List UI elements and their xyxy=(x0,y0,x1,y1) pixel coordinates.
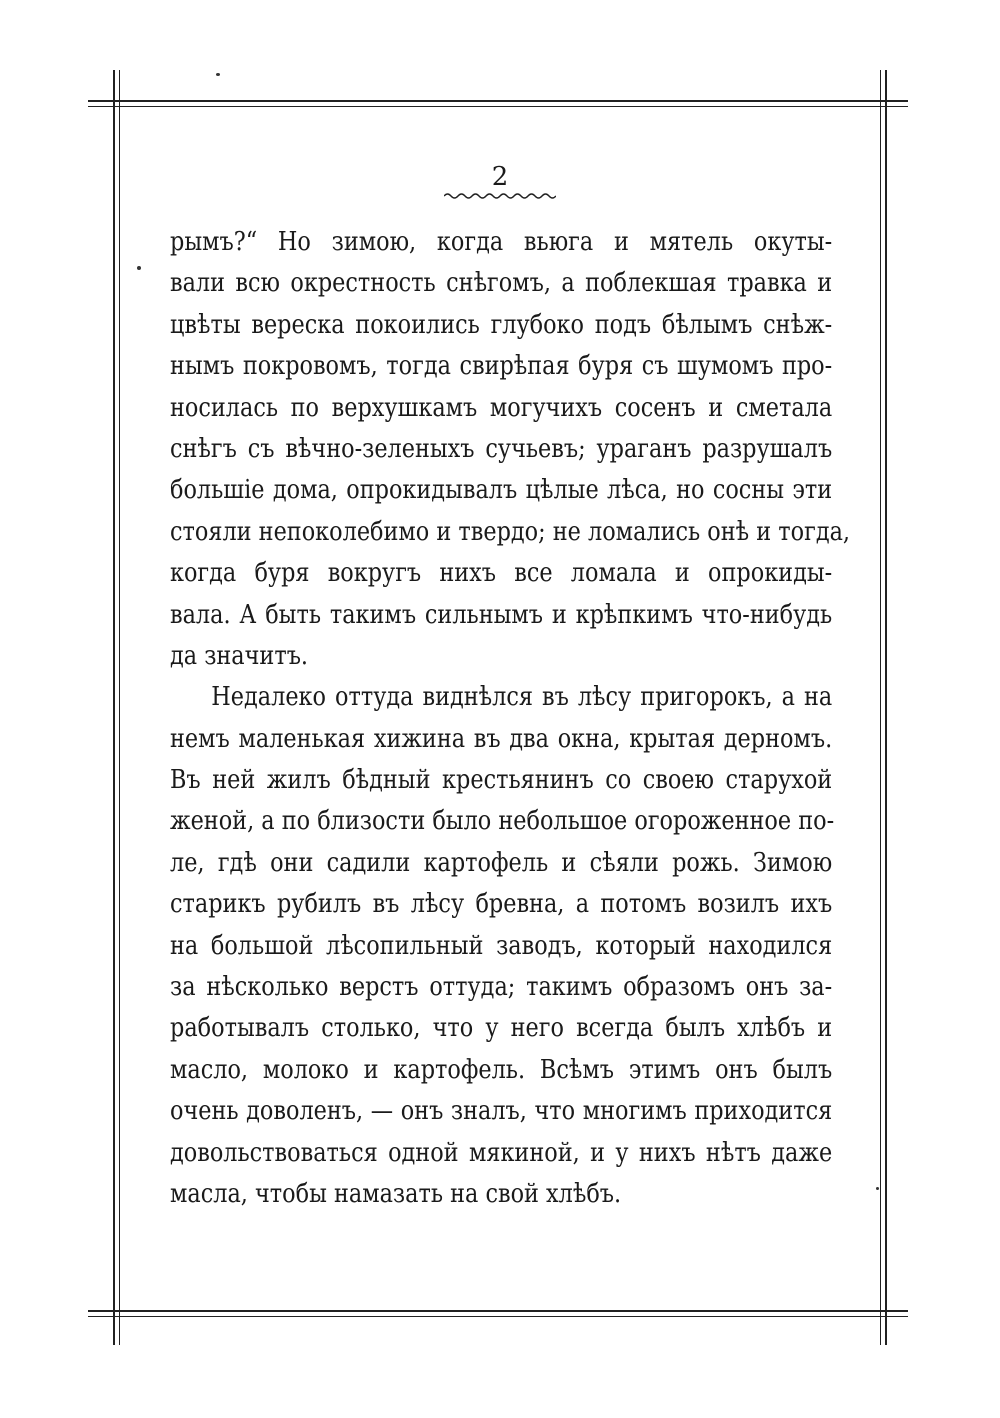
top-rule-thin xyxy=(88,106,908,107)
right-border xyxy=(885,70,887,1345)
page-number-ornament xyxy=(444,192,556,200)
text-line: старикъ рубилъ въ лѣсу бревна, а потомъ возилъ ихъ xyxy=(170,889,833,920)
text-line: женой, а по близости было небольшое огороженное по- xyxy=(170,806,835,837)
text-line: вала. А быть такимъ сильнымъ и крѣпкимъ что-нибудь xyxy=(170,599,833,630)
bottom-rule xyxy=(88,1310,908,1312)
text-line: вали всю окрестность снѣгомъ, а поблекшая травка и xyxy=(170,268,833,299)
left-border-thin xyxy=(119,70,120,1345)
text-line: рымъ?“ Но зимою, когда вьюга и мятель окуты- xyxy=(170,227,833,257)
text-line: да значитъ. xyxy=(170,640,309,671)
text-line: Въ ней жилъ бѣдный крестьянинъ со своею старухой xyxy=(170,765,833,796)
text-line: когда буря вокругъ нихъ все ломала и опрокиды- xyxy=(170,558,833,589)
text-line: на большой лѣсопильный заводъ, который находился xyxy=(170,930,833,961)
text-line: работывалъ столько, что у него всегда былъ хлѣбъ и xyxy=(170,1013,833,1044)
text-line: цвѣты вереска покоились глубоко подъ бѣлымъ снѣж- xyxy=(170,309,833,340)
text-line: масла, чтобы намазать на свой хлѣбъ. xyxy=(170,1178,622,1209)
text-line: снѣгъ съ вѣчно-зеленыхъ сучьевъ; ураганъ разрушалъ xyxy=(170,433,833,464)
text-line: большіе дома, опрокидывалъ цѣлые лѣса, но сосны эти xyxy=(170,475,833,506)
text-line: за нѣсколько верстъ оттуда; такимъ образомъ онъ за- xyxy=(170,972,833,1003)
text-line: Недалеко оттуда виднѣлся въ лѣсу пригорокъ, а на xyxy=(211,682,833,713)
paragraph-2 xyxy=(170,677,835,1215)
text-line: довольствоваться одной мякиной, и у нихъ нѣтъ даже xyxy=(170,1137,833,1168)
print-speck xyxy=(216,73,220,76)
bottom-rule-thin xyxy=(88,1316,908,1317)
text-line: очень доволенъ, — онъ зналъ, что многимъ приходится xyxy=(170,1096,833,1127)
page-number: 2 xyxy=(491,162,509,192)
body-text xyxy=(170,222,851,1215)
print-speck xyxy=(876,1187,879,1190)
left-border xyxy=(113,70,115,1345)
text-line: стояли непоколебимо и твердо; не ломались онѣ и тогда, xyxy=(170,516,851,547)
text-line: носилась по верхушкамъ могучихъ сосенъ и сметала xyxy=(170,392,833,423)
text-line: нымъ покровомъ, тогда свирѣпая буря съ шумомъ про- xyxy=(170,351,833,382)
paragraph-1 xyxy=(170,222,851,677)
text-line: немъ маленькая хижина въ два окна, крытая дерномъ. xyxy=(170,723,833,754)
text-line: ле, гдѣ они садили картофель и сѣяли рожь. Зимою xyxy=(170,847,833,878)
text-line: масло, молоко и картофель. Всѣмъ этимъ онъ былъ xyxy=(170,1054,833,1085)
print-speck xyxy=(137,266,141,270)
top-rule xyxy=(88,100,908,102)
right-border-thin xyxy=(880,70,881,1345)
